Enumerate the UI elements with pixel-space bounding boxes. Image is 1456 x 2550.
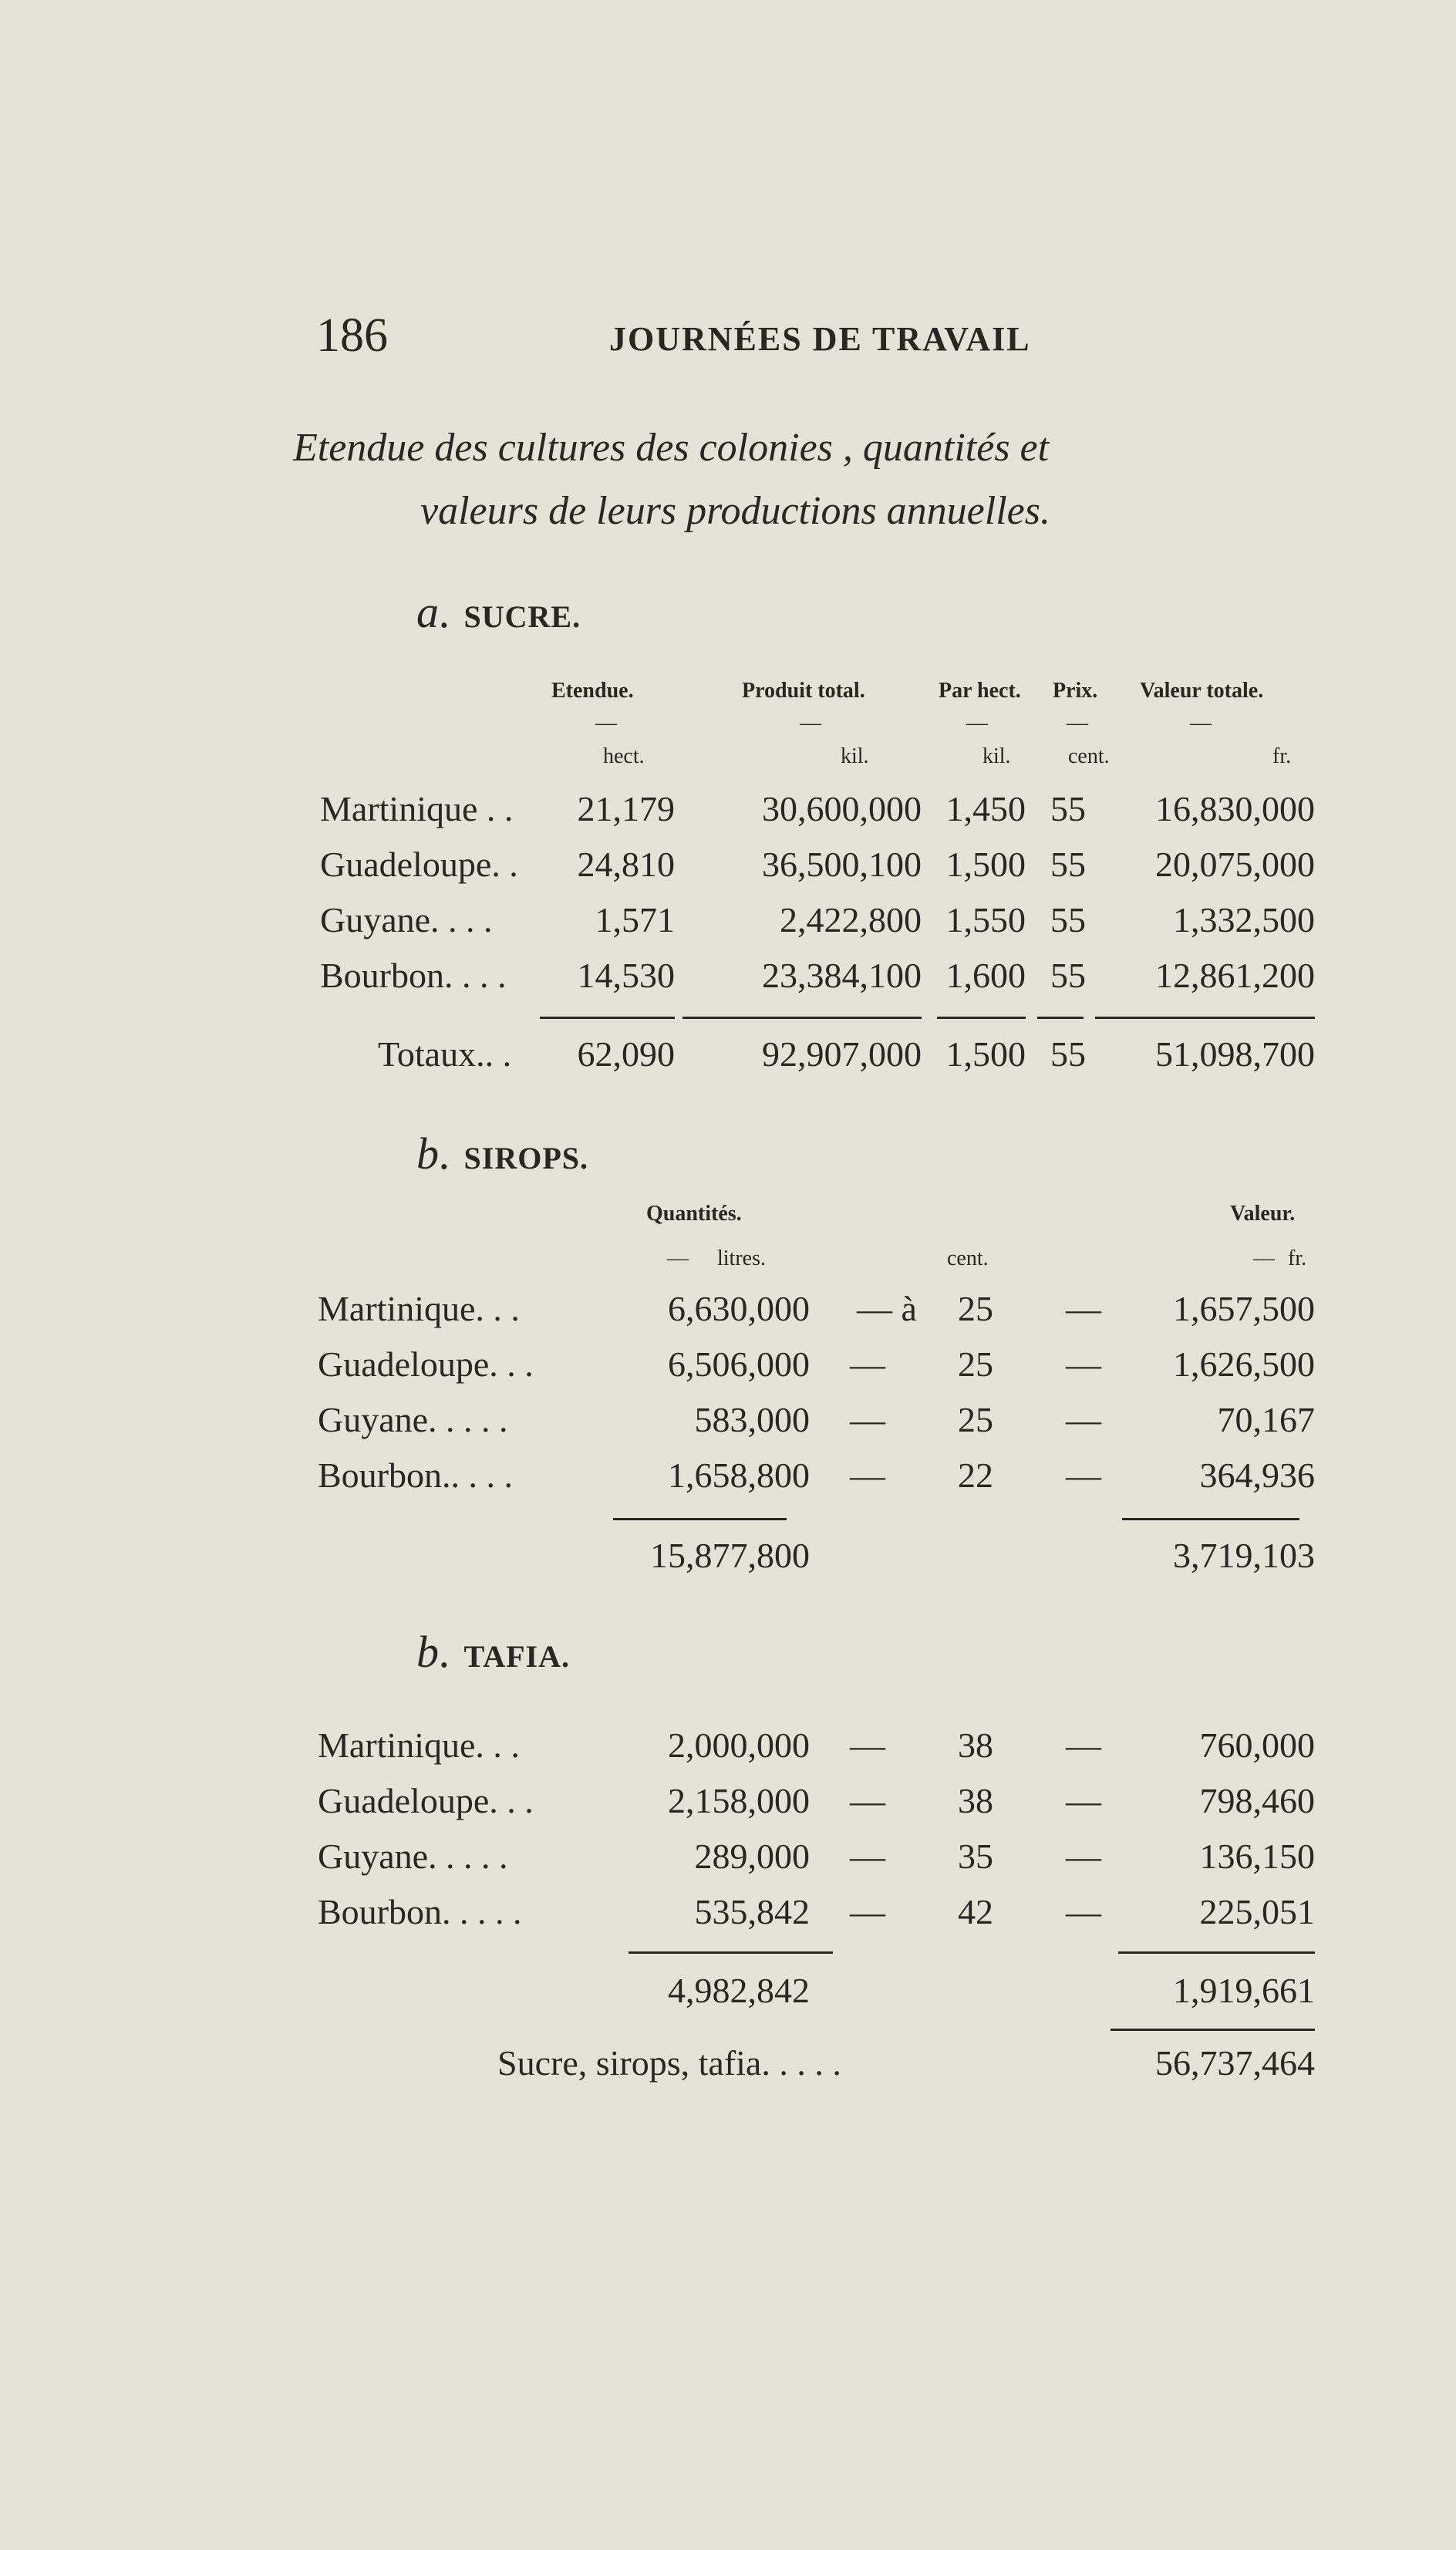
total-produit: 92,907,000 <box>762 1034 922 1074</box>
col-dash: — <box>1190 711 1212 735</box>
cell-dash: — <box>1066 1837 1101 1876</box>
cell-quantite: 6,506,000 <box>668 1344 810 1384</box>
cell-price: 25 <box>958 1400 993 1439</box>
col-dash: — <box>667 1246 689 1270</box>
row-colony: Martinique. . . <box>318 1725 520 1765</box>
cell-quantite: 535,842 <box>694 1892 810 1931</box>
tafia-total-quantite: 4,982,842 <box>668 1971 810 2010</box>
page-header <box>316 309 1350 370</box>
cell-etendue: 21,179 <box>577 789 675 828</box>
cell-price: 38 <box>958 1781 993 1820</box>
unit-fr: fr. <box>1288 1246 1307 1270</box>
title-line-2: valeurs de leurs productions annuelles. <box>420 489 1050 533</box>
cell-price: 25 <box>958 1289 993 1328</box>
row-colony: Bourbon.. . . . <box>318 1455 513 1495</box>
cell-dash: — <box>1066 1725 1101 1765</box>
unit-fr: fr. <box>1272 744 1292 768</box>
row-colony: Guyane. . . . . <box>318 1837 508 1876</box>
col-valeur: Valeur. <box>1230 1202 1296 1226</box>
cell-dash: — <box>1066 1455 1101 1495</box>
cell-separator: — <box>850 1892 885 1931</box>
col-par-hect: Par hect. <box>939 679 1021 703</box>
col-etendue: Etendue. <box>551 679 634 703</box>
unit-kil: kil. <box>982 744 1011 768</box>
col-dash: — <box>1253 1246 1275 1270</box>
grand-total-value: 56,737,464 <box>1155 2043 1315 2083</box>
total-rule <box>1122 1518 1299 1520</box>
total-rule <box>1118 1951 1315 1954</box>
sirops-total-quantite: 15,877,800 <box>650 1536 810 1575</box>
section-tafia-label <box>416 1626 570 1678</box>
cell-prix: 55 <box>1050 956 1086 995</box>
cell-prix: 55 <box>1050 900 1086 939</box>
cell-produit: 36,500,100 <box>762 845 922 884</box>
row-colony: Bourbon. . . . . <box>318 1892 522 1931</box>
total-prix: 55 <box>1050 1034 1086 1074</box>
cell-dash: — <box>1066 1344 1101 1384</box>
cell-valeur: 20,075,000 <box>1155 845 1315 884</box>
col-valeur-totale: Valeur totale. <box>1140 679 1264 703</box>
title-line-1: Etendue des cultures des colonies , quantités et <box>293 426 1050 470</box>
col-quantites: Quantités. <box>646 1202 742 1226</box>
total-rule <box>540 1017 675 1019</box>
cell-etendue: 24,810 <box>577 845 675 884</box>
cell-quantite: 6,630,000 <box>668 1289 810 1328</box>
grand-total-rule <box>1111 2029 1315 2031</box>
col-prix: Prix. <box>1053 679 1098 703</box>
row-colony: Guadeloupe. . <box>320 845 518 884</box>
unit-cent: cent. <box>947 1246 989 1270</box>
cell-valeur: 798,460 <box>1199 1781 1315 1820</box>
cell-par-hect: 1,600 <box>945 956 1026 995</box>
page-number: 186 <box>316 309 388 362</box>
section-letter: b. <box>416 1627 452 1677</box>
total-rule <box>937 1017 1026 1019</box>
row-colony: Guadeloupe. . . <box>318 1781 534 1820</box>
unit-hect: hect. <box>603 744 645 768</box>
row-colony: Bourbon. . . . <box>320 956 507 995</box>
total-rule <box>613 1518 787 1520</box>
cell-separator: — <box>850 1344 885 1384</box>
cell-price: 38 <box>958 1725 993 1765</box>
col-produit-total: Produit total. <box>742 679 865 703</box>
cell-produit: 30,600,000 <box>762 789 922 828</box>
total-par-hect: 1,500 <box>945 1034 1026 1074</box>
cell-produit: 23,384,100 <box>762 956 922 995</box>
cell-valeur: 1,332,500 <box>1173 900 1315 939</box>
row-colony: Guadeloupe. . . <box>318 1344 534 1384</box>
section-letter: b. <box>416 1128 452 1179</box>
total-etendue: 62,090 <box>577 1034 675 1074</box>
cell-prix: 55 <box>1050 845 1086 884</box>
cell-par-hect: 1,500 <box>945 845 1026 884</box>
cell-valeur: 16,830,000 <box>1155 789 1315 828</box>
total-rule <box>1037 1017 1084 1019</box>
section-title: SIROPS. <box>463 1141 588 1175</box>
col-dash: — <box>595 711 617 735</box>
section-title: TAFIA. <box>463 1639 570 1674</box>
row-colony: Martinique . . <box>320 789 514 828</box>
tafia-total-valeur: 1,919,661 <box>1173 1971 1315 2010</box>
cell-valeur: 1,657,500 <box>1173 1289 1315 1328</box>
cell-separator: — à <box>857 1289 917 1328</box>
cell-produit: 2,422,800 <box>780 900 922 939</box>
cell-valeur: 760,000 <box>1199 1725 1315 1765</box>
sirops-total-valeur: 3,719,103 <box>1173 1536 1315 1575</box>
cell-quantite: 2,158,000 <box>668 1781 810 1820</box>
cell-dash: — <box>1066 1892 1101 1931</box>
cell-par-hect: 1,450 <box>945 789 1026 828</box>
cell-separator: — <box>850 1837 885 1876</box>
cell-dash: — <box>1066 1781 1101 1820</box>
grand-total-label: Sucre, sirops, tafia. . . . . <box>497 2043 841 2083</box>
table-title <box>293 417 1373 543</box>
cell-quantite: 289,000 <box>694 1837 810 1876</box>
section-title: SUCRE. <box>463 599 581 634</box>
cell-quantite: 1,658,800 <box>668 1455 810 1495</box>
row-colony: Martinique. . . <box>318 1289 520 1328</box>
cell-valeur: 70,167 <box>1217 1400 1315 1439</box>
cell-separator: — <box>850 1725 885 1765</box>
total-rule <box>629 1951 833 1954</box>
section-sirops-label <box>416 1128 588 1179</box>
cell-dash: — <box>1066 1400 1101 1439</box>
section-letter: a. <box>416 587 452 637</box>
row-colony: Guyane. . . . . <box>318 1400 508 1439</box>
section-sucre-label <box>416 586 581 638</box>
unit-litres: litres. <box>717 1246 766 1270</box>
cell-price: 42 <box>958 1892 993 1931</box>
running-title: JOURNÉES DE TRAVAIL <box>609 320 1031 358</box>
col-dash: — <box>966 711 988 735</box>
cell-valeur: 225,051 <box>1199 1892 1315 1931</box>
cell-prix: 55 <box>1050 789 1086 828</box>
col-dash: — <box>1067 711 1088 735</box>
total-rule <box>682 1017 922 1019</box>
cell-dash: — <box>1066 1289 1101 1328</box>
total-rule <box>1095 1017 1315 1019</box>
cell-valeur: 136,150 <box>1199 1837 1315 1876</box>
col-dash: — <box>800 711 821 735</box>
cell-par-hect: 1,550 <box>945 900 1026 939</box>
total-label: Totaux.. . <box>378 1034 512 1074</box>
total-valeur: 51,098,700 <box>1155 1034 1315 1074</box>
cell-separator: — <box>850 1400 885 1439</box>
cell-separator: — <box>850 1781 885 1820</box>
cell-valeur: 1,626,500 <box>1173 1344 1315 1384</box>
cell-price: 25 <box>958 1344 993 1384</box>
cell-price: 22 <box>958 1455 993 1495</box>
cell-quantite: 583,000 <box>694 1400 810 1439</box>
row-colony: Guyane. . . . <box>320 900 493 939</box>
cell-etendue: 14,530 <box>577 956 675 995</box>
cell-quantite: 2,000,000 <box>668 1725 810 1765</box>
unit-kil: kil. <box>841 744 869 768</box>
cell-valeur: 12,861,200 <box>1155 956 1315 995</box>
unit-cent: cent. <box>1068 744 1110 768</box>
cell-etendue: 1,571 <box>595 900 675 939</box>
cell-price: 35 <box>958 1837 993 1876</box>
cell-valeur: 364,936 <box>1199 1455 1315 1495</box>
cell-separator: — <box>850 1455 885 1495</box>
